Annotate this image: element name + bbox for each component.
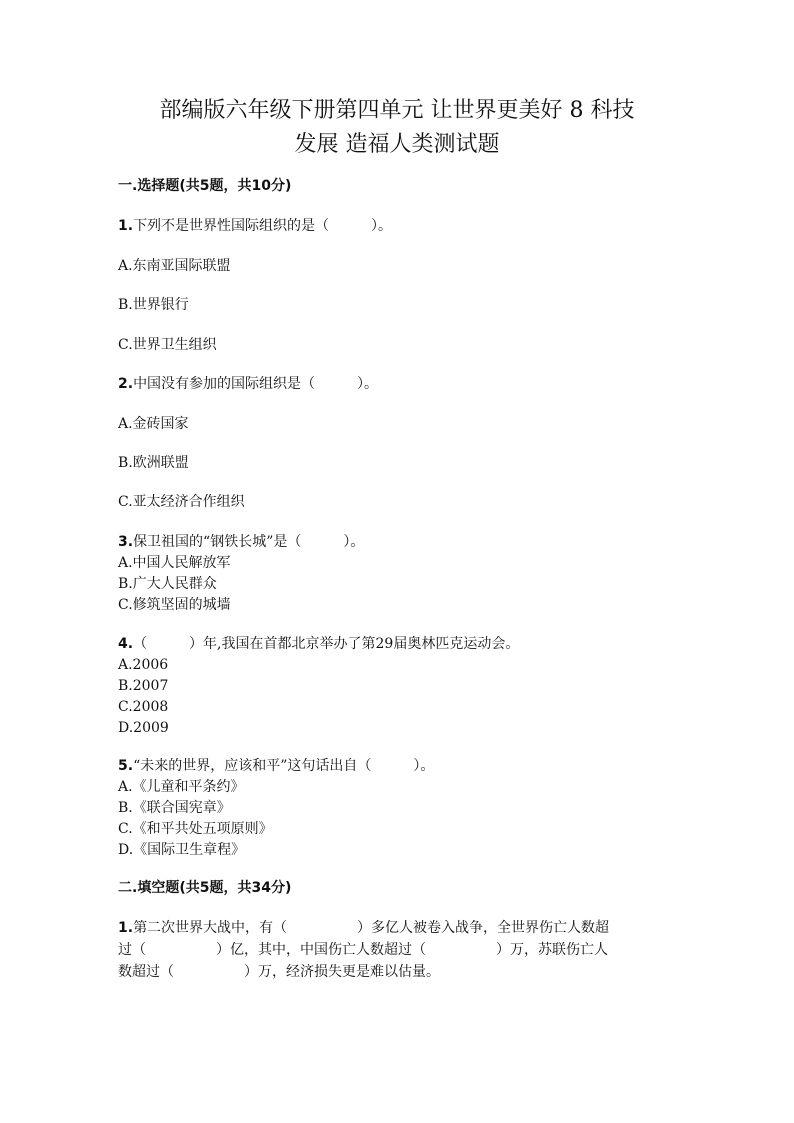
question-3-option-b: B.广大人民群众 — [118, 576, 217, 592]
question-text: 第二次世界大战中，有（ ）多亿人被卷入战争，全世界伤亡人数超 — [133, 920, 610, 936]
question-number: 1. — [118, 920, 134, 936]
question-2-option-a: A.金砖国家 — [118, 416, 189, 432]
document-title-line-2: 发展 造福人类测试题 — [294, 132, 500, 157]
question-number: 2. — [118, 376, 134, 392]
question-5 — [118, 756, 434, 777]
question-4 — [118, 634, 519, 655]
question-3-option-a: A.中国人民解放军 — [118, 555, 231, 571]
question-text: （ ）年,我国在首都北京举办了第29届奥林匹克运动会。 — [133, 636, 520, 652]
question-text: 保卫祖国的“钢铁长城”是（ ）。 — [133, 534, 365, 550]
question-5-option-c: C.《和平共处五项原则》 — [118, 821, 273, 837]
question-5-option-a: A.《儿童和平条约》 — [118, 779, 245, 795]
fill-question-1-line-1 — [118, 918, 609, 939]
question-4-option-c: C.2008 — [118, 699, 169, 715]
question-number: 5. — [118, 758, 134, 774]
question-number: 3. — [118, 534, 134, 550]
question-2-option-b: B.欧洲联盟 — [118, 455, 189, 471]
question-1-option-b: B.世界银行 — [118, 297, 189, 313]
section-header-fill-in-blank: 二.填空题(共5题，共34分) — [118, 880, 292, 896]
question-2 — [118, 374, 378, 395]
question-4-option-b: B.2007 — [118, 678, 169, 694]
question-5-option-d: D.《国际卫生章程》 — [118, 842, 246, 858]
question-2-option-c: C.亚太经济合作组织 — [118, 494, 245, 510]
question-text: “未来的世界，应该和平”这句话出自（ ）。 — [133, 758, 435, 774]
question-4-option-d: D.2009 — [118, 720, 169, 736]
question-number: 4. — [118, 636, 134, 652]
fill-question-1-line-2: 过（ ）亿，其中，中国伤亡人数超过（ ）万，苏联伤亡人 — [118, 942, 608, 958]
question-1-option-a: A.东南亚国际联盟 — [118, 258, 231, 274]
question-1-option-c: C.世界卫生组织 — [118, 337, 217, 353]
question-text: 中国没有参加的国际组织是（ ）。 — [133, 376, 379, 392]
question-3-option-c: C.修筑坚固的城墙 — [118, 597, 231, 613]
question-5-option-b: B.《联合国宪章》 — [118, 800, 231, 816]
question-3 — [118, 532, 364, 553]
section-header-multiple-choice: 一.选择题(共5题，共10分) — [118, 178, 292, 194]
document-title-line-1: 部编版六年级下册第四单元 让世界更美好 8 科技 — [159, 98, 635, 123]
question-number: 1. — [118, 218, 134, 234]
question-1 — [118, 216, 392, 237]
question-4-option-a: A.2006 — [118, 657, 169, 673]
question-text: 下列不是世界性国际组织的是（ ）。 — [133, 218, 393, 234]
fill-question-1-line-3: 数超过（ ）万，经济损失更是难以估量。 — [118, 964, 440, 980]
